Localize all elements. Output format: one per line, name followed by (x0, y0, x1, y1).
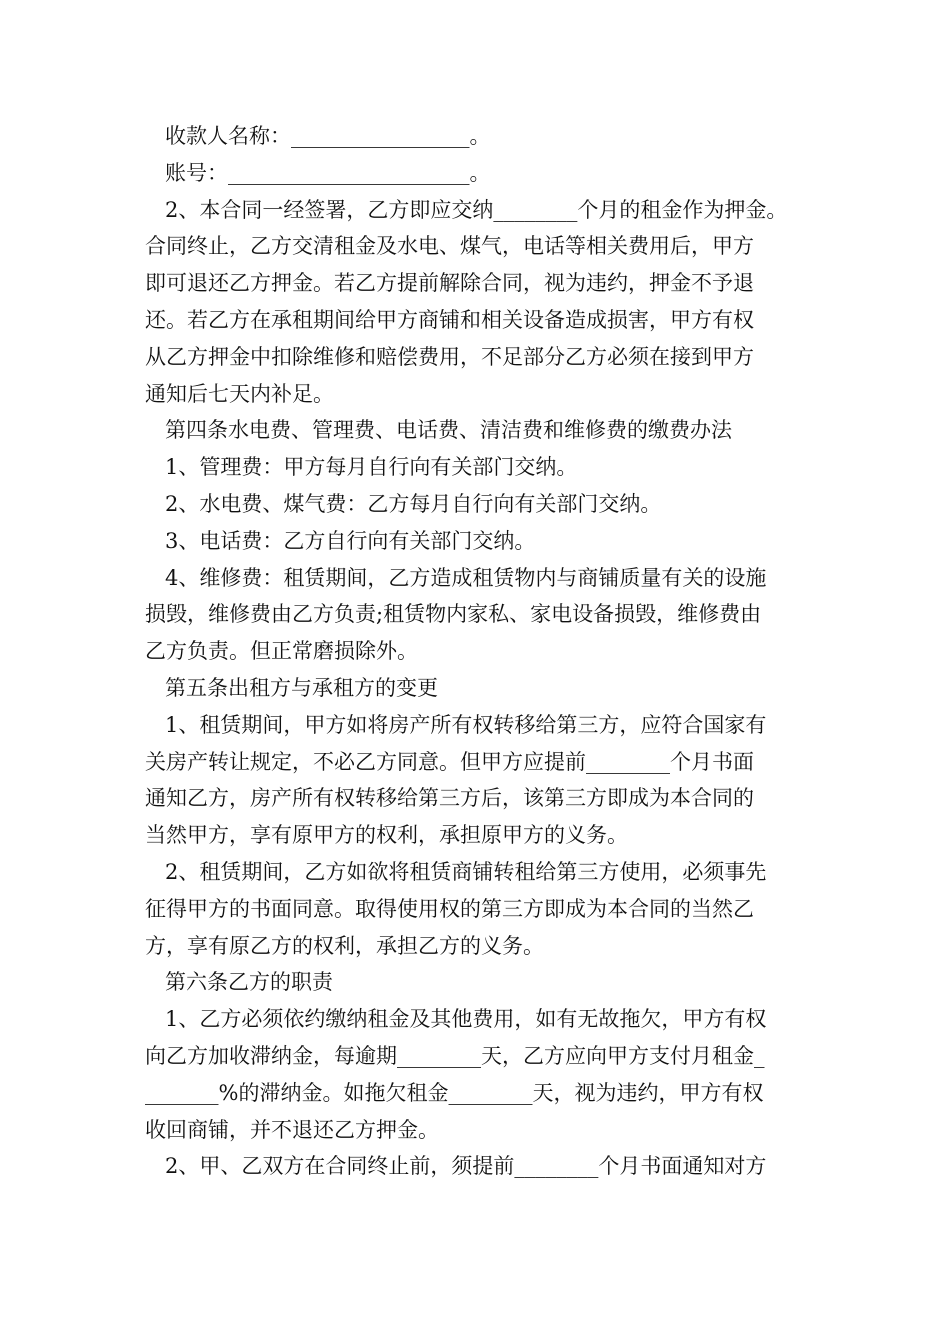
text-line: 还。若乙方在承租期间给甲方商铺和相关设备造成损害，甲方有权 (145, 307, 754, 332)
text-line: 账号：_______________________。 (165, 160, 491, 185)
text-line: 当然甲方，享有原甲方的权利，承担原甲方的义务。 (145, 823, 628, 848)
text-line: 3、电话费：乙方自行向有关部门交纳。 (165, 528, 536, 553)
text-line: 2、甲、乙双方在合同终止前，须提前________个月书面通知对方 (165, 1154, 767, 1179)
text-line: 1、租赁期间，甲方如将房产所有权转移给第三方，应符合国家有 (165, 712, 767, 737)
text-line: 方，享有原乙方的权利，承担乙方的义务。 (145, 933, 544, 958)
text-line: 收回商铺，并不退还乙方押金。 (145, 1117, 439, 1142)
text-line: _______%的滞纳金。如拖欠租金________天，视为违约，甲方有权 (145, 1080, 764, 1105)
text-line: 征得甲方的书面同意。取得使用权的第三方即成为本合同的当然乙 (145, 896, 754, 921)
text-line: 合同终止，乙方交清租金及水电、煤气，电话等相关费用后，甲方 (145, 234, 754, 259)
text-line: 向乙方加收滞纳金，每逾期________天，乙方应向甲方支付月租金_ (145, 1043, 765, 1068)
text-line: 乙方负责。但正常磨损除外。 (145, 639, 418, 664)
document-body (145, 118, 810, 1185)
text-line: 2、本合同一经签署，乙方即应交纳________个月的租金作为押金。 (165, 197, 788, 222)
text-line: 损毁，维修费由乙方负责;租赁物内家私、家电设备损毁，维修费由 (145, 602, 762, 627)
text-line: 即可退还乙方押金。若乙方提前解除合同，视为违约，押金不予退 (145, 271, 754, 296)
text-line: 从乙方押金中扣除维修和赔偿费用，不足部分乙方必须在接到甲方 (145, 344, 754, 369)
text-line: 4、维修费：租赁期间，乙方造成租赁物内与商铺质量有关的设施 (165, 565, 767, 590)
text-line: 通知乙方，房产所有权转移给第三方后，该第三方即成为本合同的 (145, 786, 754, 811)
text-line: 第四条水电费、管理费、电话费、清洁费和维修费的缴费办法 (165, 418, 732, 443)
text-line: 1、乙方必须依约缴纳租金及其他费用，如有无故拖欠，甲方有权 (165, 1007, 767, 1032)
text-line: 第五条出租方与承租方的变更 (165, 675, 438, 700)
text-line: 第六条乙方的职责 (165, 970, 333, 995)
text-line: 收款人名称：_________________。 (165, 124, 491, 148)
text-line: 2、租赁期间，乙方如欲将租赁商铺转租给第三方使用，必须事先 (165, 859, 767, 884)
text-line: 通知后七天内补足。 (145, 381, 334, 406)
text-line: 关房产转让规定，不必乙方同意。但甲方应提前________个月书面 (145, 749, 754, 774)
text-line: 1、管理费：甲方每月自行向有关部门交纳。 (165, 455, 578, 480)
text-line: 2、水电费、煤气费：乙方每月自行向有关部门交纳。 (165, 491, 662, 516)
